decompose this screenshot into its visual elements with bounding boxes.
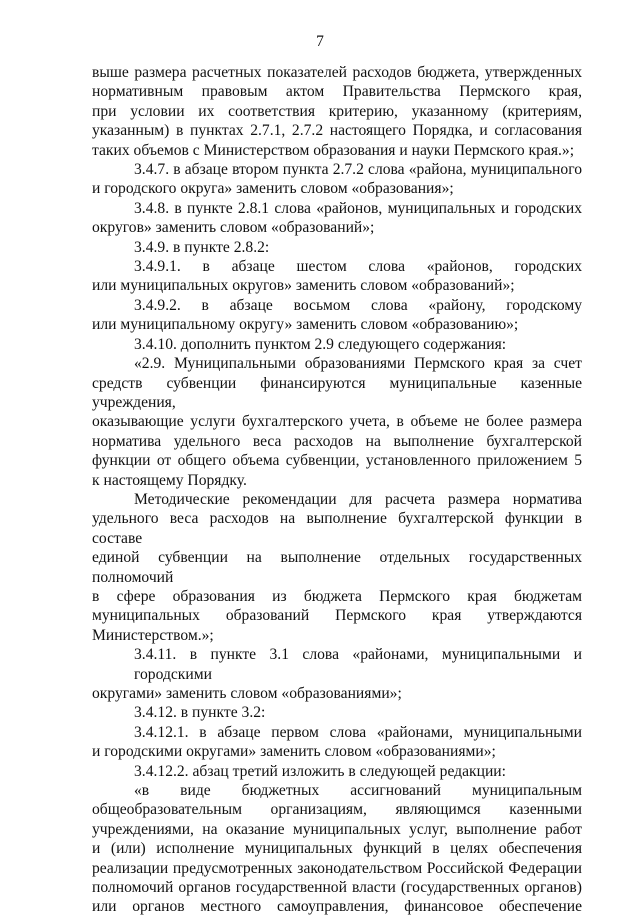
text-line: нормативным правовым актом Правительства Пермского края,	[92, 83, 582, 101]
text-line: или муниципальных округов» заменить словом «образований»;	[92, 277, 515, 295]
text-line: единой субвенции на выполнение отдельных государственных полномочий	[92, 549, 582, 586]
text-line: и городского округа» заменить словом «образования»;	[92, 180, 454, 198]
text-line: указанным) в пунктах 2.7.1, 2.7.2 настоящего Порядка, и согласования	[92, 122, 582, 140]
text-line: к настоящему Порядку.	[92, 471, 247, 489]
page-number: 7	[316, 33, 324, 50]
text-line: «в виде бюджетных ассигнований муниципальным	[134, 782, 582, 800]
text-line: 3.4.12. в пункте 3.2:	[134, 704, 266, 722]
text-line: округов» заменить словом «образований»;	[92, 219, 375, 237]
text-line: муниципальных образований Пермского края утверждаются	[92, 607, 582, 625]
text-line: 3.4.10. дополнить пунктом 2.9 следующего содержания:	[134, 335, 507, 353]
text-line: 3.4.12.2. абзац третий изложить в следующей редакции:	[134, 762, 506, 780]
text-line: и городскими округами» заменить словом «образованиями»;	[92, 743, 496, 761]
text-line: в сфере образования из бюджета Пермского края бюджетам	[92, 587, 582, 605]
text-line: полномочий органов государственной власти (государственных органов)	[92, 879, 582, 897]
text-line: выше размера расчетных показателей расходов бюджета, утвержденных	[92, 64, 582, 81]
text-line: при условии их соответствия критерию, указанному (критериям,	[92, 102, 582, 120]
text-line: средств субвенции финансируются муниципальные казенные учреждения,	[92, 374, 582, 411]
text-line: или органов местного самоуправления, финансовое обеспечение	[92, 898, 582, 916]
text-line: Методические рекомендации для расчета размера норматива	[134, 490, 582, 508]
text-line: округами» заменить словом «образованиями»;	[92, 685, 402, 702]
text-line: 3.4.8. в пункте 2.8.1 слова «районов, муниципальных и городских	[134, 199, 582, 217]
text-line: норматива удельного веса расходов на выполнение бухгалтерской	[92, 432, 582, 450]
document-body	[92, 63, 582, 917]
text-line: 3.4.12.1. в абзаце первом слова «районами, муниципальными	[134, 723, 582, 741]
text-line: «2.9. Муниципальными образованиями Пермского края за счет	[134, 355, 582, 373]
text-line: Министерством.»;	[92, 626, 214, 644]
text-line: 3.4.7. в абзаце втором пункта 2.7.2 слова «района, муниципального	[134, 161, 582, 179]
text-line: 3.4.11. в пункте 3.1 слова «районами, муниципальными и городскими	[134, 646, 582, 683]
text-line: оказывающие услуги бухгалтерского учета, в объеме не более размера	[92, 413, 582, 431]
text-line: 3.4.9.2. в абзаце восьмом слова «району, городскому	[134, 296, 582, 314]
text-line: реализации предусмотренных законодательством Российской Федерации	[92, 859, 582, 877]
text-line: 3.4.9. в пункте 2.8.2:	[134, 238, 270, 256]
text-line: функции от общего объема субвенции, установленного приложением 5	[92, 452, 582, 470]
text-line: удельного веса расходов на выполнение бухгалтерской функции в составе	[92, 510, 582, 547]
text-line: таких объемов с Министерством образования и науки Пермского края.»;	[92, 141, 575, 159]
text-line: учреждениями, на оказание муниципальных услуг, выполнение работ	[92, 820, 582, 838]
text-line: общеобразовательным организациям, являющимся казенными	[92, 801, 582, 819]
text-line: и (или) исполнение муниципальных функций в целях обеспечения	[92, 840, 582, 858]
text-line: 3.4.9.1. в абзаце шестом слова «районов, городских	[134, 258, 582, 276]
text-line: или муниципальному округу» заменить словом «образованию»;	[92, 316, 519, 334]
